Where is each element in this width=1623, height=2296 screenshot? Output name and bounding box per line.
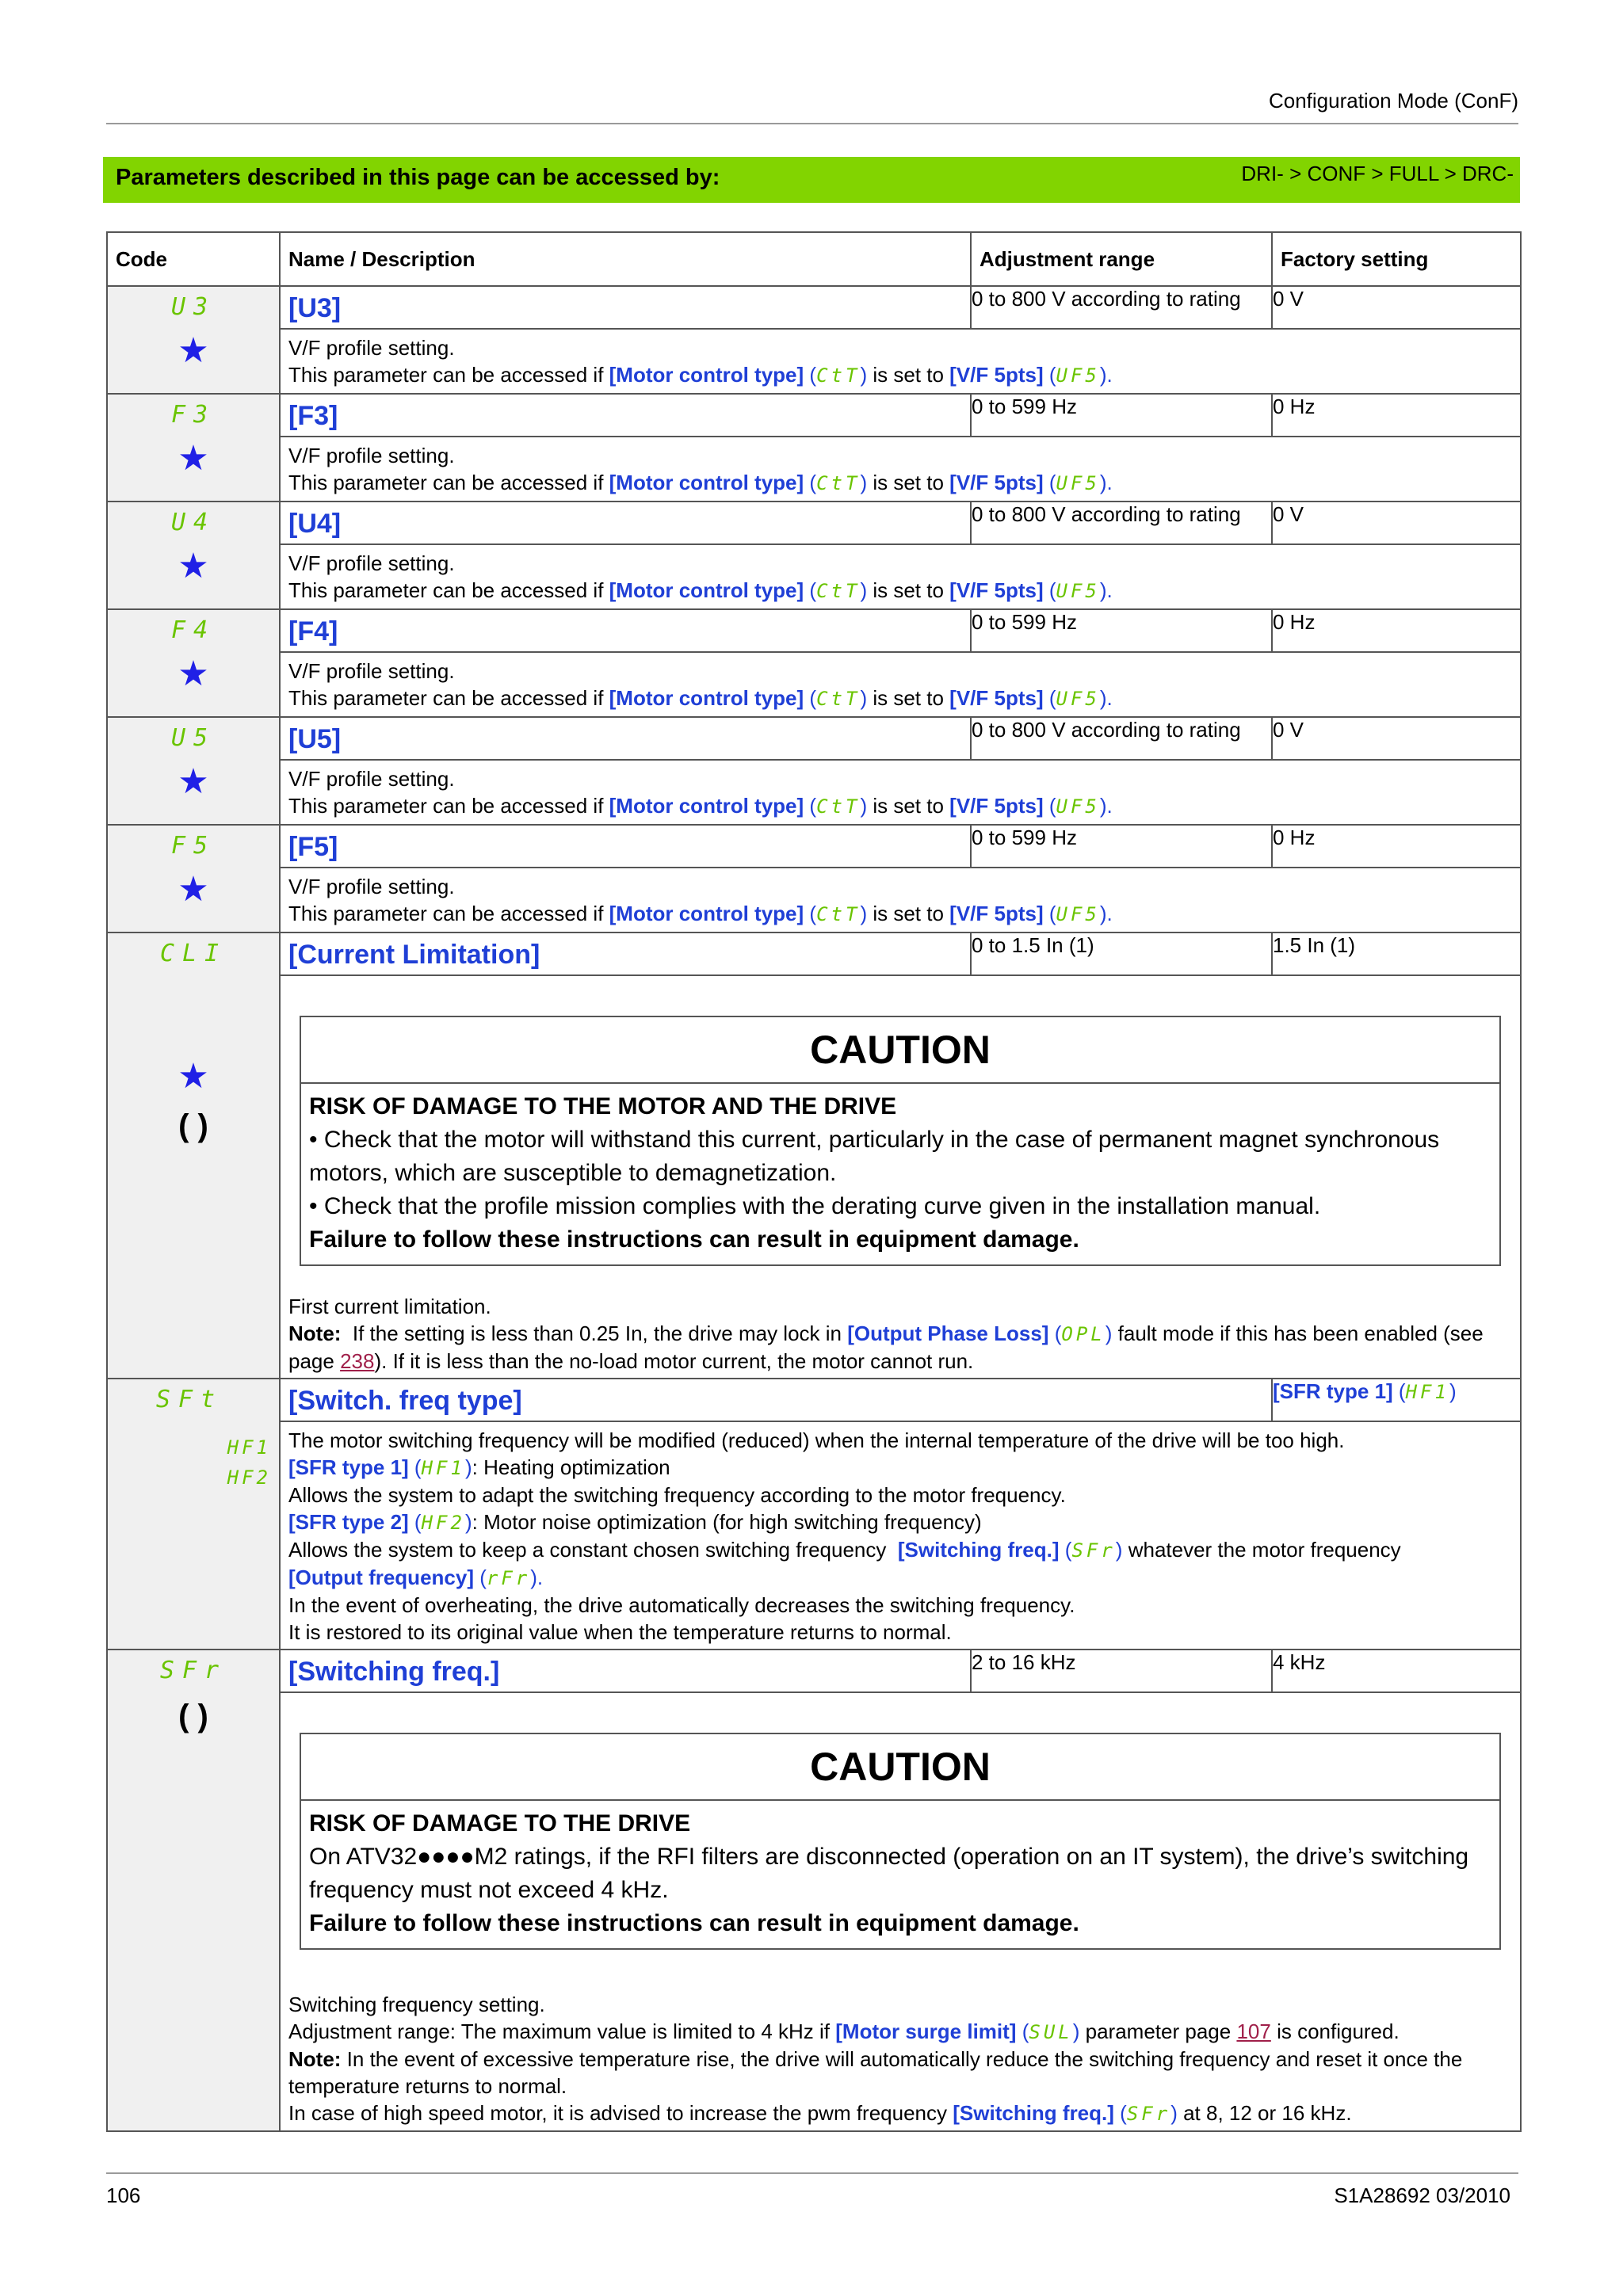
page-number: 106 <box>106 2183 141 2207</box>
desc-line: In the event of overheating, the drive automatically decreases the switching frequency. <box>288 1593 1075 1617</box>
paren: ( <box>414 1510 422 1534</box>
desc-text: : Heating optimization <box>472 1455 670 1479</box>
desc-cell <box>280 437 1521 502</box>
paren: ( <box>1054 1322 1062 1345</box>
caution-failure: Failure to follow these instructions can result in equipment damage. <box>309 1910 1079 1936</box>
lcd-code: CtT <box>816 795 861 818</box>
code-cell <box>107 609 280 717</box>
range-cell: 0 to 800 V according to rating <box>971 502 1272 544</box>
desc-text: This parameter can be accessed if <box>288 578 609 602</box>
paren: ) <box>464 1455 472 1479</box>
desc-text: Allows the system to keep a constant chosen switching frequency <box>288 1538 887 1562</box>
caution-title: CAUTION <box>301 1734 1499 1801</box>
description <box>281 1422 1520 1649</box>
lcd-code: U4 <box>170 509 216 536</box>
param-ref: [Switching freq.] <box>953 2101 1114 2125</box>
lcd-code: SFr <box>1071 1539 1116 1562</box>
description <box>281 653 1520 715</box>
refresh-icon: ( ) <box>178 1699 208 1733</box>
access-label: Parameters described in this page can be accessed by: <box>116 165 720 190</box>
param-name: [Current Limitation] <box>288 940 540 970</box>
factory-cell: 1.5 In (1) <box>1272 933 1521 975</box>
code-cell <box>107 933 280 1379</box>
desc-cell <box>280 1421 1521 1650</box>
factory-cell <box>1272 1379 1521 1421</box>
paren: ( <box>809 363 817 387</box>
paren: ( <box>809 578 817 602</box>
factory-cell: 0 V <box>1272 717 1521 760</box>
paren: ( <box>414 1455 422 1479</box>
param-ref: [SFR type 1] <box>1273 1379 1393 1403</box>
param-name: [Switch. freq type] <box>288 1386 522 1416</box>
lcd-code: F3 <box>170 401 216 429</box>
lcd-code: CtT <box>816 472 861 494</box>
paren: ). <box>1099 471 1113 494</box>
param-ref: [V/F 5pts] <box>949 686 1044 710</box>
lcd-code: F4 <box>170 616 216 644</box>
param-ref: [Motor control type] <box>609 794 804 818</box>
lcd-code: CtT <box>816 903 861 925</box>
lcd-code: UF5 <box>1056 364 1100 387</box>
caution-body <box>301 1084 1499 1264</box>
paren: ) <box>860 578 868 602</box>
range-cell: 0 to 599 Hz <box>971 394 1272 437</box>
paren: ) <box>860 794 868 818</box>
desc-cell <box>280 1692 1521 2131</box>
name-cell <box>280 825 971 868</box>
paren: ( <box>1048 363 1056 387</box>
paren: ( <box>1120 2101 1127 2125</box>
paren: ) <box>1105 1322 1113 1345</box>
factory-cell: 4 kHz <box>1272 1650 1521 1692</box>
lcd-code: CtT <box>816 580 861 602</box>
description <box>281 330 1520 392</box>
name-cell <box>280 1379 1272 1421</box>
star-icon: ★ <box>178 439 209 478</box>
table-row <box>107 717 1521 760</box>
desc-line: V/F profile setting. <box>288 444 455 467</box>
desc-cell <box>280 544 1521 609</box>
description <box>281 1966 1520 2130</box>
param-ref: [Motor control type] <box>609 363 804 387</box>
desc-line: V/F profile setting. <box>288 767 455 791</box>
refresh-icon: ( ) <box>178 1108 208 1143</box>
table-header-row <box>107 232 1521 286</box>
lcd-code: HF1 <box>421 1457 465 1479</box>
col-header-factory: Factory setting <box>1272 232 1521 286</box>
paren: ( <box>1064 1538 1072 1562</box>
range-cell: 0 to 599 Hz <box>971 609 1272 652</box>
paren: ( <box>809 471 817 494</box>
desc-cell <box>280 652 1521 717</box>
desc-line: Allows the system to adapt the switching frequency according to the motor frequency. <box>288 1483 1066 1507</box>
paren: ( <box>1048 686 1056 710</box>
note-label: Note: <box>288 2047 342 2071</box>
table-row-desc <box>107 760 1521 825</box>
paren: ) <box>860 902 868 925</box>
name-cell <box>280 717 971 760</box>
param-name: [U3] <box>288 293 342 323</box>
param-ref: [Motor surge limit] <box>835 2019 1017 2043</box>
table-row-desc <box>107 868 1521 933</box>
table-row <box>107 825 1521 868</box>
lcd-code: HF2 <box>421 1512 465 1534</box>
desc-text: This parameter can be accessed if <box>288 686 609 710</box>
paren: ). <box>1099 902 1113 925</box>
table-row <box>107 502 1521 544</box>
lcd-code: F5 <box>170 832 216 860</box>
star-icon: ★ <box>178 654 209 693</box>
desc-cell <box>280 868 1521 933</box>
star-icon: ★ <box>178 762 209 801</box>
lcd-code: rFr <box>486 1567 531 1589</box>
table-row <box>107 394 1521 437</box>
table-row-desc <box>107 975 1521 1379</box>
table-row-desc <box>107 652 1521 717</box>
col-header-code: Code <box>107 232 280 286</box>
code-cell <box>107 1379 280 1650</box>
param-ref: [Motor control type] <box>609 578 804 602</box>
caution-heading: RISK OF DAMAGE TO THE MOTOR AND THE DRIVE <box>309 1093 897 1119</box>
caution-box <box>300 1016 1501 1266</box>
paren: ) <box>1115 1538 1123 1562</box>
range-cell: 0 to 800 V according to rating <box>971 717 1272 760</box>
desc-text: : Motor noise optimization (for high switching frequency) <box>472 1510 982 1534</box>
footer-divider <box>106 2172 1518 2174</box>
desc-text: parameter page <box>1085 2019 1232 2043</box>
desc-text: This parameter can be accessed if <box>288 902 609 925</box>
factory-cell: 0 Hz <box>1272 394 1521 437</box>
header-divider <box>106 123 1518 124</box>
param-ref: [Motor control type] <box>609 686 804 710</box>
lcd-code: SFt <box>155 1386 223 1413</box>
desc-line: V/F profile setting. <box>288 875 455 898</box>
lcd-code: SFr <box>159 1657 227 1684</box>
desc-text: is set to <box>873 794 944 818</box>
table-row <box>107 609 1521 652</box>
description <box>281 437 1520 500</box>
table-row <box>107 286 1521 329</box>
range-cell: 2 to 16 kHz <box>971 1650 1272 1692</box>
code-cell <box>107 825 280 933</box>
desc-cell <box>280 760 1521 825</box>
paren: ( <box>1048 578 1056 602</box>
desc-text: This parameter can be accessed if <box>288 363 609 387</box>
code-cell <box>107 394 280 502</box>
caution-line: On ATV32●●●●M2 ratings, if the RFI filters are disconnected (operation on an IT system), the drive’s switching frequency must not exceed 4 kHz. <box>309 1844 1469 1903</box>
desc-text: is set to <box>873 902 944 925</box>
desc-text: Adjustment range: The maximum value is limited to 4 kHz if <box>288 2019 831 2043</box>
factory-cell: 0 V <box>1272 502 1521 544</box>
code-cell <box>107 286 280 394</box>
param-ref: [SFR type 1] <box>288 1455 409 1479</box>
caution-box <box>300 1733 1501 1950</box>
desc-line: V/F profile setting. <box>288 336 455 360</box>
param-ref: [Motor control type] <box>609 902 804 925</box>
table-row-desc <box>107 1692 1521 2131</box>
note-label: Note: <box>288 1322 342 1345</box>
desc-text: is set to <box>873 471 944 494</box>
paren: ( <box>1048 902 1056 925</box>
star-icon: ★ <box>178 331 209 370</box>
lcd-code: U3 <box>170 293 216 321</box>
paren: ). <box>1099 363 1113 387</box>
desc-cell <box>280 329 1521 394</box>
lcd-code: UF5 <box>1056 795 1100 818</box>
star-icon: ★ <box>178 1057 209 1096</box>
paren: ) <box>860 363 868 387</box>
paren: ). <box>530 1566 544 1589</box>
param-ref: [SFR type 2] <box>288 1510 409 1534</box>
paren: ( <box>809 686 817 710</box>
param-ref: [Output Phase Loss] <box>847 1322 1049 1345</box>
desc-text: is set to <box>873 578 944 602</box>
page-link[interactable]: 238 <box>340 1349 375 1373</box>
paren: ( <box>479 1566 487 1589</box>
table-row-desc <box>107 329 1521 394</box>
param-name: [F4] <box>288 616 338 646</box>
paren: ( <box>1048 794 1056 818</box>
desc-text: is set to <box>873 363 944 387</box>
paren: ). <box>1099 578 1113 602</box>
table-row <box>107 933 1521 975</box>
lcd-code: SUL <box>1029 2021 1073 2043</box>
desc-text: at 8, 12 or 16 kHz. <box>1183 2101 1352 2125</box>
access-band <box>103 157 1520 203</box>
name-cell <box>280 394 971 437</box>
lcd-code: UF5 <box>1056 688 1100 710</box>
param-ref: [V/F 5pts] <box>949 794 1044 818</box>
name-cell <box>280 502 971 544</box>
desc-line: V/F profile setting. <box>288 659 455 683</box>
desc-text: fault mode if this has been enabled (see page <box>288 1322 1484 1373</box>
lcd-code: UF5 <box>1056 472 1100 494</box>
name-cell <box>280 933 971 975</box>
desc-text: If the setting is less than 0.25 In, the drive may lock in <box>352 1322 842 1345</box>
table-row-desc <box>107 1421 1521 1650</box>
range-cell: 0 to 599 Hz <box>971 825 1272 868</box>
param-name: [F3] <box>288 401 338 431</box>
param-ref: [V/F 5pts] <box>949 902 1044 925</box>
desc-text: This parameter can be accessed if <box>288 471 609 494</box>
lcd-code: OPL <box>1061 1323 1106 1345</box>
desc-line: The motor switching frequency will be modified (reduced) when the internal temperature of the drive will be too high. <box>288 1428 1345 1452</box>
lcd-code: CLI <box>159 940 227 967</box>
desc-text: ). If it is less than the no-load motor current, the motor cannot run. <box>374 1349 974 1373</box>
paren: ( <box>809 794 817 818</box>
factory-cell: 0 V <box>1272 286 1521 329</box>
col-header-range: Adjustment range <box>971 232 1272 286</box>
code-cell <box>107 502 280 609</box>
paren: ). <box>1099 686 1113 710</box>
factory-cell: 0 Hz <box>1272 825 1521 868</box>
code-cell <box>107 1650 280 2131</box>
description <box>281 761 1520 823</box>
paren: ( <box>1398 1379 1406 1403</box>
desc-text: In case of high speed motor, it is advised to increase the pwm frequency <box>288 2101 948 2125</box>
page-link[interactable]: 107 <box>1236 2019 1271 2043</box>
description <box>281 1282 1520 1378</box>
parameter-table <box>106 231 1522 2132</box>
param-ref: [Motor control type] <box>609 471 804 494</box>
paren: ). <box>1099 794 1113 818</box>
lcd-code: UF5 <box>1056 903 1100 925</box>
paren: ( <box>1048 471 1056 494</box>
table-row-desc <box>107 437 1521 502</box>
star-icon: ★ <box>178 870 209 909</box>
paren: ) <box>860 471 868 494</box>
desc-text: In the event of excessive temperature rise, the drive will automatically reduce the switching frequency and reset it once the temperature returns to normal. <box>288 2047 1463 2098</box>
param-name: [Switching freq.] <box>288 1657 500 1687</box>
desc-line: Switching frequency setting. <box>288 1993 545 2016</box>
paren: ) <box>1072 2019 1080 2043</box>
range-cell: 0 to 1.5 In (1) <box>971 933 1272 975</box>
caution-heading: RISK OF DAMAGE TO THE DRIVE <box>309 1810 691 1836</box>
table-row-desc <box>107 544 1521 609</box>
desc-text: This parameter can be accessed if <box>288 794 609 818</box>
lcd-code: UF5 <box>1056 580 1100 602</box>
desc-text: whatever the motor frequency <box>1128 1538 1401 1562</box>
caution-line: • Check that the profile mission complies with the derating curve given in the installation manual. <box>309 1193 1321 1219</box>
desc-line: V/F profile setting. <box>288 551 455 575</box>
paren: ) <box>1449 1379 1457 1403</box>
lcd-code: U5 <box>170 724 216 752</box>
paren: ) <box>464 1510 472 1534</box>
description <box>281 868 1520 931</box>
option-code: HF2 <box>227 1466 271 1489</box>
param-name: [U4] <box>288 509 342 539</box>
param-ref: [V/F 5pts] <box>949 363 1044 387</box>
desc-line: First current limitation. <box>288 1295 491 1318</box>
factory-cell: 0 Hz <box>1272 609 1521 652</box>
table-row <box>107 1379 1521 1421</box>
desc-cell <box>280 975 1521 1379</box>
name-cell <box>280 1650 971 1692</box>
lcd-code: HF1 <box>1405 1381 1449 1403</box>
star-icon: ★ <box>178 547 209 585</box>
code-cell <box>107 717 280 825</box>
param-name: [U5] <box>288 724 342 754</box>
param-ref: [V/F 5pts] <box>949 578 1044 602</box>
caution-line: • Check that the motor will withstand this current, particularly in the case of permanent magnet synchronous motors, which are susceptible to demagnetization. <box>309 1127 1440 1186</box>
lcd-code: CtT <box>816 364 861 387</box>
access-path: DRI- > CONF > FULL > DRC- <box>1241 162 1514 185</box>
desc-text: is set to <box>873 686 944 710</box>
description <box>281 545 1520 608</box>
table-row <box>107 1650 1521 1692</box>
caution-body <box>301 1801 1499 1948</box>
param-ref: [Output frequency] <box>288 1566 474 1589</box>
paren: ) <box>1170 2101 1178 2125</box>
param-name: [F5] <box>288 832 338 862</box>
desc-line: It is restored to its original value when the temperature returns to normal. <box>288 1620 952 1644</box>
paren: ( <box>809 902 817 925</box>
range-cell: 0 to 800 V according to rating <box>971 286 1272 329</box>
desc-text: is configured. <box>1277 2019 1400 2043</box>
name-cell <box>280 286 971 329</box>
paren: ( <box>1022 2019 1029 2043</box>
option-code: HF1 <box>227 1436 271 1459</box>
caution-failure: Failure to follow these instructions can result in equipment damage. <box>309 1226 1079 1253</box>
name-cell <box>280 609 971 652</box>
param-ref: [Switching freq.] <box>897 1538 1060 1562</box>
document-id: S1A28692 03/2010 <box>1334 2183 1510 2207</box>
param-ref: [V/F 5pts] <box>949 471 1044 494</box>
lcd-code: CtT <box>816 688 861 710</box>
header-title: Configuration Mode (ConF) <box>1268 89 1518 113</box>
paren: ) <box>860 686 868 710</box>
caution-title: CAUTION <box>301 1017 1499 1084</box>
col-header-name: Name / Description <box>280 232 971 286</box>
lcd-code: SFr <box>1126 2103 1171 2125</box>
